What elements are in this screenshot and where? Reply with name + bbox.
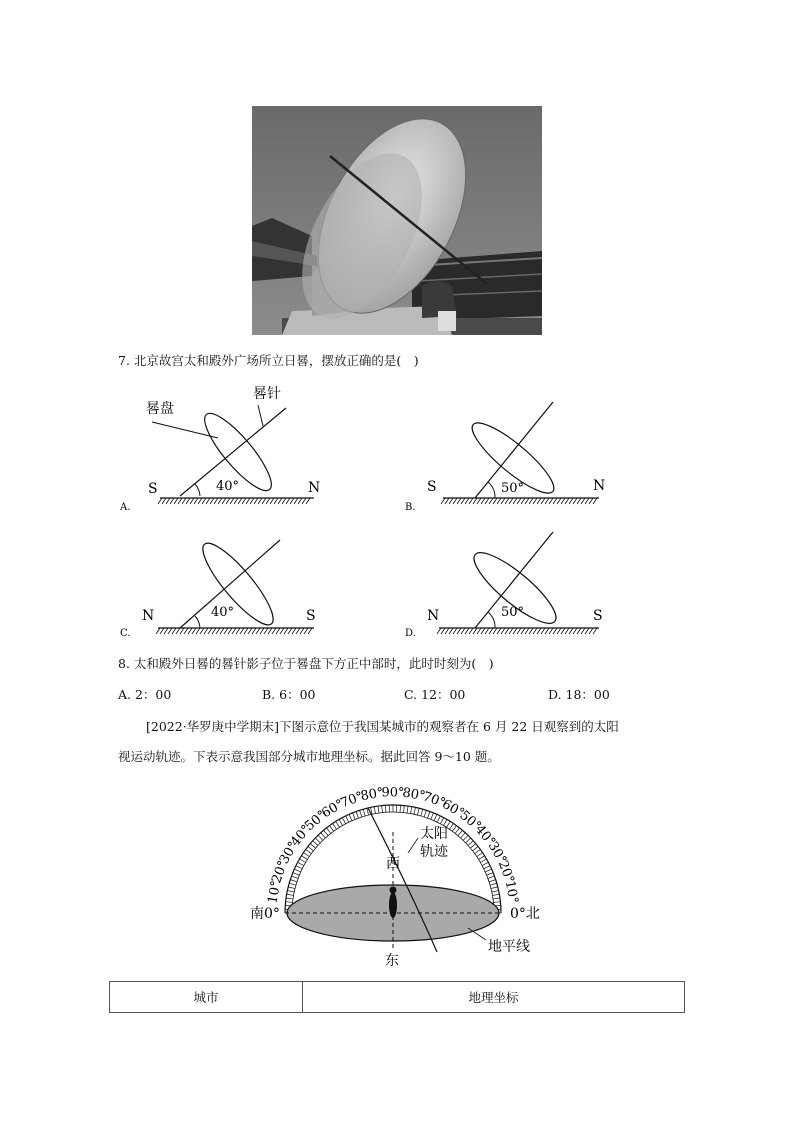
svg-text:C.: C. — [120, 628, 131, 639]
question-7: 7. 北京故宫太和殿外广场所立日晷，摆放正确的是( ) — [118, 353, 419, 368]
scale-label: 60° — [319, 796, 347, 822]
svg-text:50°: 50° — [501, 481, 525, 496]
scale-label: 30° — [276, 839, 302, 867]
header-city: 城市 — [110, 982, 303, 1013]
intro-line-2: 视运动轨迹。下表示意我国部分城市地理坐标。据此回答 9～10 题。 — [118, 749, 500, 764]
svg-text:西: 西 — [386, 856, 400, 872]
scale-label: 60° — [439, 796, 467, 822]
scale-label: 30° — [484, 839, 510, 867]
header-coordinates: 地理坐标 — [303, 982, 685, 1013]
svg-text:50°: 50° — [501, 605, 525, 620]
scale-label: 90° — [381, 785, 405, 801]
svg-text:地平线: 地平线 — [488, 939, 530, 955]
q8-option-c: C. 12：00 — [404, 687, 466, 702]
dial-plate-label: 晷盘 — [146, 401, 174, 417]
svg-text:N: N — [142, 608, 155, 624]
option-b-diagram — [403, 378, 613, 513]
option-c-diagram — [118, 510, 328, 645]
svg-text:40°: 40° — [211, 605, 235, 620]
sundial-photo — [252, 106, 542, 335]
question-8: 8. 太和殿外日晷的晷针影子位于晷盘下方正中部时，此时时刻为( ) — [118, 656, 494, 671]
svg-text:太阳: 太阳 — [420, 826, 448, 842]
svg-text:S: S — [148, 481, 158, 497]
scale-label: 10° — [265, 879, 285, 905]
svg-text:40°: 40° — [216, 479, 240, 494]
sun-path-diagram — [240, 780, 560, 970]
q8-option-b: B. 6：00 — [262, 687, 316, 702]
scale-label: 80° — [359, 785, 385, 805]
table-header-row — [110, 982, 685, 1013]
svg-text:D.: D. — [405, 628, 416, 639]
svg-text:N: N — [308, 480, 321, 496]
city-coordinates-table — [109, 981, 685, 1013]
svg-text:A.: A. — [120, 502, 131, 513]
q8-option-d: D. 18：00 — [548, 687, 610, 702]
scale-label: 40° — [471, 822, 499, 850]
scale-label: 70° — [338, 789, 366, 812]
q8-option-a: A. 2：00 — [118, 687, 172, 702]
option-a-diagram — [118, 378, 328, 513]
scale-label: 10° — [501, 879, 521, 905]
svg-text:东: 东 — [385, 953, 399, 969]
intro-line-1: [2022·华罗庚中学期末]下图示意位于我国某城市的观察者在 6 月 22 日观察到的太阳 — [146, 719, 619, 734]
svg-text:南0°: 南0° — [250, 906, 280, 922]
scale-label: 20° — [494, 858, 517, 886]
gnomon-label: 晷针 — [253, 386, 281, 402]
svg-text:S: S — [593, 608, 603, 624]
svg-text:0°北: 0°北 — [510, 906, 540, 922]
scale-label: 50° — [456, 807, 484, 835]
option-d-diagram — [403, 510, 613, 645]
svg-text:B.: B. — [405, 502, 416, 513]
scale-label: 20° — [269, 858, 292, 886]
svg-text:轨迹: 轨迹 — [420, 844, 448, 860]
svg-text:S: S — [427, 479, 437, 495]
scale-label: 80° — [401, 785, 427, 805]
svg-text:S: S — [306, 608, 316, 624]
scale-label: 40° — [287, 822, 315, 850]
scale-label: 50° — [302, 807, 330, 835]
svg-text:N: N — [427, 608, 440, 624]
svg-text:N: N — [593, 478, 606, 494]
scale-label: 70° — [420, 789, 448, 812]
